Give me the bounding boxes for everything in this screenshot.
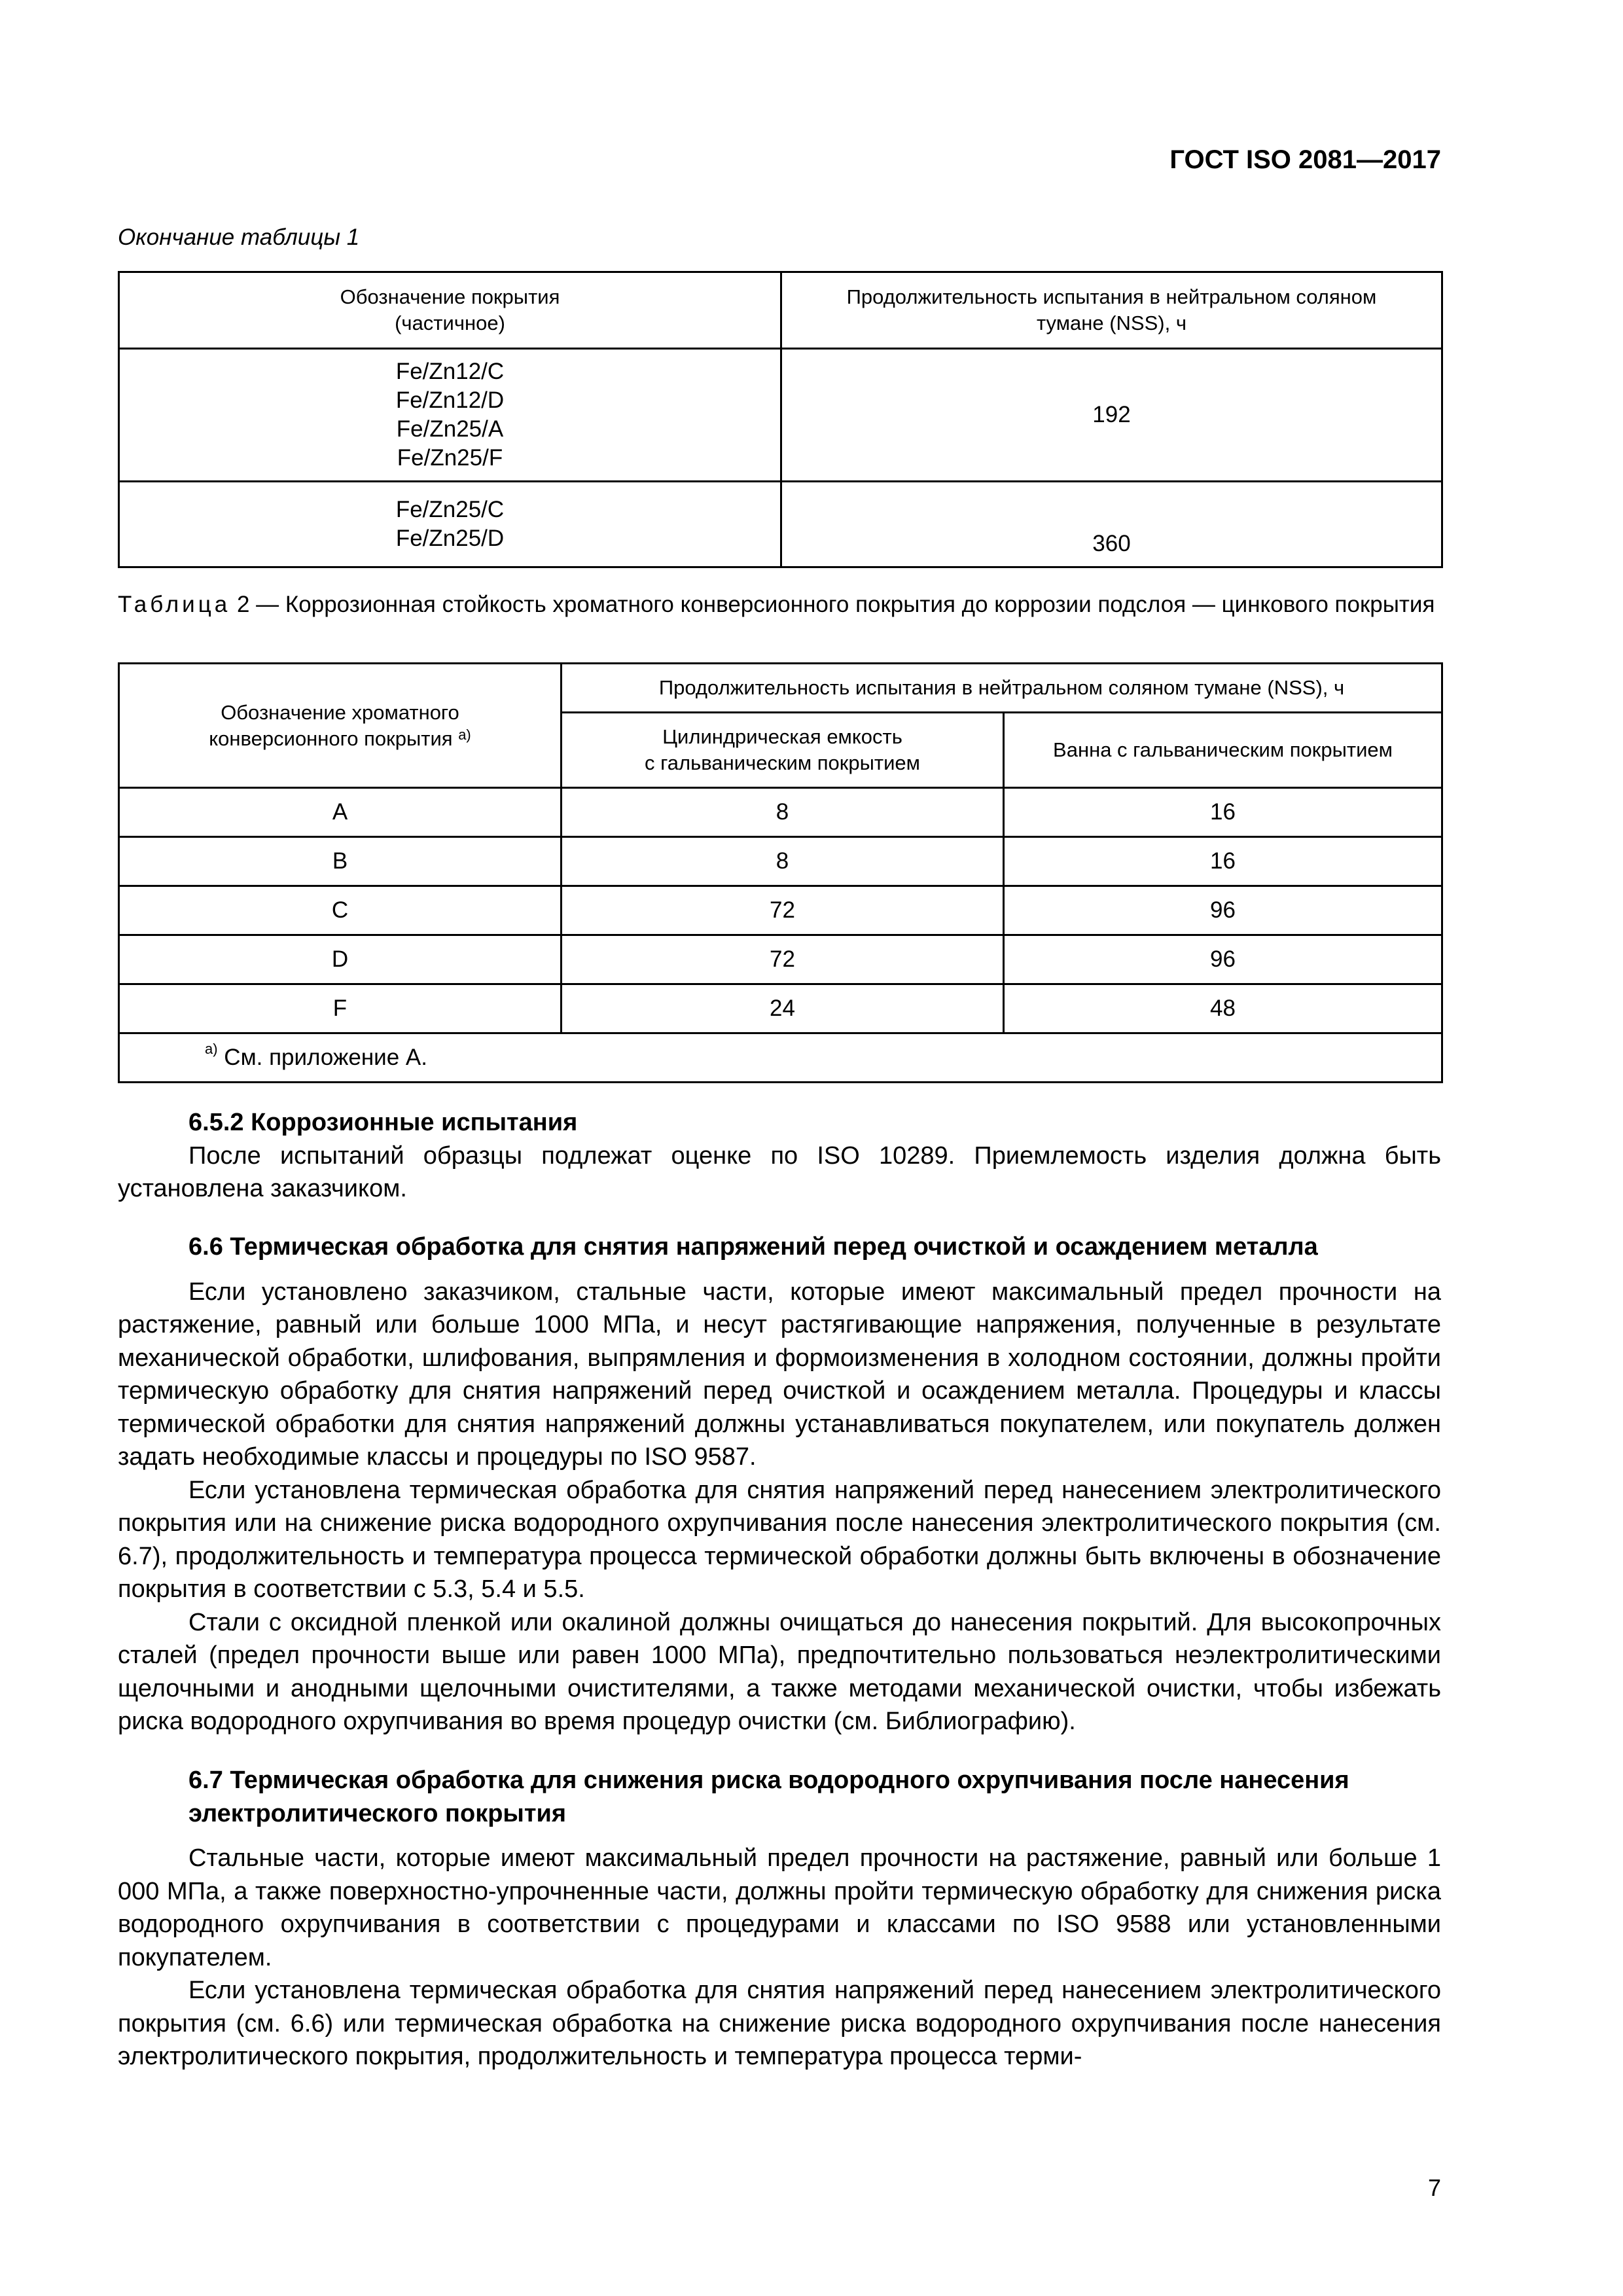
paragraph: Стальные части, которые имеют максимальный предел прочности на растяжение, равный или больше 1 000 МПа, а также поверхностно-упрочненные части, должны пройти термическую обработку для снижения риска водородного охрупчивания в соответствии с процедурами и классами по ISO 9588 или установленными покупателем. bbox=[118, 1844, 1441, 1971]
section-title: 6.5.2 Коррозионные испытания bbox=[188, 1109, 578, 1136]
section-6-6 bbox=[118, 1230, 1441, 1738]
section-title: 6.6 Термическая обработка для снятия напряжений перед очисткой и осаждением металла bbox=[188, 1233, 1318, 1261]
table-row bbox=[119, 984, 1442, 1033]
table2-code-cell: D bbox=[119, 935, 562, 984]
table1-value-cell: 192 bbox=[781, 349, 1442, 482]
paragraph: Если установлена термическая обработка для снятия напряжений перед нанесением электролитического покрытия или на снижение риска водородного охрупчивания после нанесения электролитического покрытия (см. 6.7), продолжительность и температура процесса термической обработки должны быть включены в обозначение покрытия в соответствии с 5.3, 5.4 и 5.5. bbox=[118, 1476, 1441, 1603]
table2-header-bath: Ванна с гальваническим покрытием bbox=[1004, 713, 1442, 788]
paragraph: Если установлена термическая обработка для снятия напряжений перед нанесением электролитического покрытия (см. 6.6) или термическая обработка на снижение риска водородного охрупчивания после нанесения электролитического покрытия, продолжительность и температура процесса терми- bbox=[118, 1977, 1441, 2070]
table1-header-coating: Обозначение покрытия (частичное) bbox=[119, 272, 781, 349]
standard-designation: ГОСТ ISO 2081—2017 bbox=[1169, 145, 1441, 174]
table-row bbox=[119, 837, 1442, 886]
table2-bath-cell: 48 bbox=[1004, 984, 1442, 1033]
table2-bath-cell: 96 bbox=[1004, 886, 1442, 935]
table2-cyl-cell: 8 bbox=[562, 788, 1004, 837]
table1-header-duration: Продолжительность испытания в нейтральном соляном тумане (NSS), ч bbox=[781, 272, 1442, 349]
table2-bath-cell: 16 bbox=[1004, 837, 1442, 886]
table-row bbox=[119, 886, 1442, 935]
table2-group-header: Продолжительность испытания в нейтральном соляном тумане (NSS), ч bbox=[562, 664, 1442, 713]
table2-cyl-cell: 72 bbox=[562, 935, 1004, 984]
table2-bath-cell: 16 bbox=[1004, 788, 1442, 837]
table2 bbox=[118, 662, 1443, 1083]
table2-header-coating: Обозначение хроматного конверсионного покрытия $^{a)}$ bbox=[119, 664, 562, 788]
table-row bbox=[119, 349, 1442, 482]
table1-codes-cell: Fe/Zn25/C Fe/Zn25/D bbox=[119, 482, 781, 567]
document-page bbox=[118, 0, 1441, 2296]
table-row bbox=[119, 482, 1442, 567]
table2-code-cell: C bbox=[119, 886, 562, 935]
paragraph: Если установлено заказчиком, стальные части, которые имеют максимальный предел прочности на растяжение, равный или больше 1000 МПа, и несут растягивающие напряжения, полученные в результате механической обработки, шлифования, выпрямления и формоизменения в холодном состоянии, должны пройти термическую обработку для снятия напряжений перед очисткой и осаждением металла. Процедуры и классы термической обработки для снятия напряжений должны устанавливаться покупателем, или покупатель должен задать необходимые классы и процедуры по ISO 9587. bbox=[118, 1278, 1441, 1471]
table2-cyl-cell: 72 bbox=[562, 886, 1004, 935]
table2-code-cell: F bbox=[119, 984, 562, 1033]
table2-bath-cell: 96 bbox=[1004, 935, 1442, 984]
table1-header-row bbox=[119, 272, 1442, 349]
table2-cyl-cell: 8 bbox=[562, 837, 1004, 886]
table2-footnote: $^{a)}$ См. приложение А. bbox=[119, 1033, 1442, 1083]
table1-continuation-caption: Окончание таблицы 1 bbox=[118, 224, 360, 250]
section-6-5-2 bbox=[118, 1106, 1441, 1206]
table-row bbox=[119, 788, 1442, 837]
section-6-7 bbox=[118, 1764, 1441, 2073]
table2-cyl-cell: 24 bbox=[562, 984, 1004, 1033]
table2-header-row bbox=[119, 664, 1442, 713]
table-row bbox=[119, 935, 1442, 984]
section-title: 6.7 Термическая обработка для снижения риска водородного охрупчивания после нанесения электролитического покрытия bbox=[188, 1767, 1349, 1827]
paragraph: После испытаний образцы подлежат оценке по ISO 10289. Приемлемость изделия должна быть установлена заказчиком. bbox=[118, 1141, 1441, 1202]
table2-header-cylinder: Цилиндрическая емкость с гальваническим покрытием bbox=[562, 713, 1004, 788]
table2-note-row bbox=[119, 1033, 1442, 1083]
table1-value-cell: 360 bbox=[781, 482, 1442, 567]
paragraph: Стали с оксидной пленкой или окалиной должны очищаться до нанесения покрытий. Для высокопрочных сталей (предел прочности выше или равен 1000 МПа), предпочтительно пользоваться неэлектролитическими щелочными и анодными щелочными очистителями, а также методами механической очистки, чтобы избежать риска водородного охрупчивания во время процедур очистки (см. Библиографию). bbox=[118, 1608, 1441, 1735]
table2-label: Таблица bbox=[118, 592, 231, 617]
table2-caption bbox=[118, 589, 1441, 620]
table2-code-cell: B bbox=[119, 837, 562, 886]
footnote-mark: a) bbox=[205, 1041, 218, 1057]
table2-code-cell: A bbox=[119, 788, 562, 837]
footnote-mark: a) bbox=[458, 726, 471, 743]
table1-codes-cell: Fe/Zn12/C Fe/Zn12/D Fe/Zn25/A Fe/Zn25/F bbox=[119, 349, 781, 482]
table1 bbox=[118, 271, 1443, 568]
table2-caption-text: 2 — Коррозионная стойкость хроматного конверсионного покрытия до коррозии подслоя — цинкового покрытия bbox=[236, 592, 1435, 617]
page-number: 7 bbox=[1427, 2174, 1441, 2201]
